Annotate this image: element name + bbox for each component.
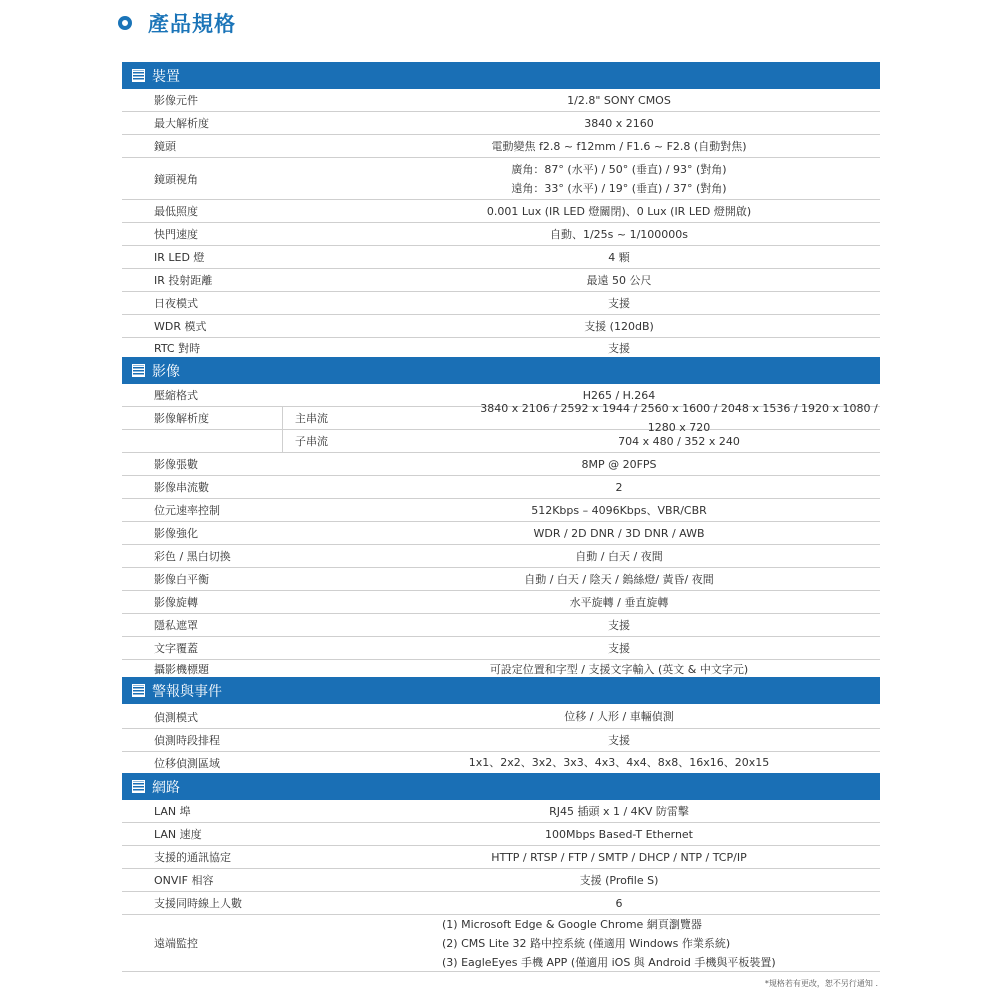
spec-label: 偵測時段排程 <box>154 734 220 747</box>
spec-value: 支援 <box>608 296 630 310</box>
section-label: 裝置 <box>152 68 180 85</box>
spec-label: IR 投射距離 <box>154 274 213 287</box>
spec-label: 影像白平衡 <box>154 573 209 586</box>
spec-value: 100Mbps Based-T Ethernet <box>544 827 693 841</box>
spec-label: ONVIF 相容 <box>154 874 214 887</box>
spec-value: 8MP @ 20FPS <box>581 457 657 471</box>
spec-row <box>122 453 880 476</box>
spec-row <box>122 499 880 522</box>
spec-row <box>122 705 880 729</box>
spec-label: 遠端監控 <box>154 937 198 950</box>
spec-row <box>122 591 880 614</box>
section-label: 網路 <box>152 779 180 796</box>
spec-row <box>122 223 880 246</box>
spec-row <box>122 476 880 499</box>
spec-value: 2 <box>615 480 623 494</box>
spec-row <box>122 89 880 112</box>
spec-label: 支援的通訊協定 <box>154 851 231 864</box>
spec-label: 最低照度 <box>154 205 198 218</box>
spec-value: (3) EagleEyes 手機 APP (僅適用 iOS 與 Android 手機與平板裝置) <box>442 955 776 969</box>
spec-row <box>122 660 880 678</box>
spec-value: 位移 / 人形 / 車輛偵測 <box>564 710 674 723</box>
spec-label: 最大解析度 <box>154 117 209 130</box>
spec-label: 快門速度 <box>154 228 198 241</box>
spec-row <box>122 614 880 637</box>
spec-label: 彩色 / 黑白切換 <box>154 550 231 563</box>
spec-value: 3840 x 2160 <box>584 116 654 130</box>
spec-row <box>122 915 880 972</box>
spec-value: 支援 <box>608 641 630 655</box>
spec-row <box>122 637 880 660</box>
spec-label: LAN 速度 <box>154 828 202 841</box>
spec-label: 影像張數 <box>154 458 198 471</box>
spec-label: LAN 埠 <box>154 805 191 818</box>
spec-label: 鏡頭 <box>154 140 176 153</box>
striped-square-icon <box>132 69 145 82</box>
spec-label: 位元速率控制 <box>154 504 220 517</box>
spec-value: 1x1、2x2、3x2、3x3、4x3、4x4、8x8、16x16、20x15 <box>468 756 770 769</box>
spec-value: 支援 <box>608 733 630 747</box>
section-header-alarm <box>122 677 880 704</box>
spec-label: 隱私遮罩 <box>154 619 198 632</box>
spec-value: HTTP / RTSP / FTP / SMTP / DHCP / NTP / TCP/IP <box>491 850 747 864</box>
spec-label: 日夜模式 <box>154 297 198 310</box>
spec-label: WDR 模式 <box>154 320 207 333</box>
striped-square-icon <box>132 780 145 793</box>
spec-row <box>122 200 880 223</box>
page-title-text: 產品規格 <box>148 12 236 36</box>
page-title <box>118 6 236 40</box>
spec-row <box>122 112 880 135</box>
spec-label: RTC 對時 <box>154 342 201 355</box>
spec-label: 鏡頭視角 <box>154 172 198 186</box>
spec-row <box>122 522 880 545</box>
spec-row <box>122 800 880 823</box>
spec-label: 支援同時線上人數 <box>154 897 242 910</box>
spec-label: 影像元件 <box>154 94 198 107</box>
spec-value: 0.001 Lux (IR LED 燈關閉)、0 Lux (IR LED 燈開啟) <box>486 204 752 218</box>
spec-label: 影像強化 <box>154 527 198 540</box>
spec-value: 6 <box>615 896 623 910</box>
circle-bullet-icon <box>118 16 132 30</box>
spec-row <box>122 269 880 292</box>
spec-row <box>122 545 880 568</box>
spec-row <box>122 292 880 315</box>
spec-label: 影像串流數 <box>154 481 209 494</box>
spec-value: WDR / 2D DNR / 3D DNR / AWB <box>533 526 705 540</box>
spec-value: 1/2.8" SONY CMOS <box>567 93 671 107</box>
spec-row <box>122 315 880 338</box>
spec-value: 512Kbps – 4096Kbps、VBR/CBR <box>531 503 707 517</box>
spec-sublabel: 主串流 <box>282 407 478 429</box>
spec-row <box>122 246 880 269</box>
spec-row <box>122 338 880 358</box>
spec-sublabel: 子串流 <box>282 430 478 452</box>
spec-value: 水平旋轉 / 垂直旋轉 <box>569 595 669 609</box>
footnote: *規格若有更改，恕不另行通知 . <box>764 979 878 988</box>
spec-value: 自動、1/25s ~ 1/100000s <box>549 227 689 241</box>
spec-row <box>122 430 880 453</box>
spec-row <box>122 402 880 434</box>
spec-row <box>122 158 880 200</box>
section-header-image <box>122 357 880 384</box>
spec-value: 遠角：33° (水平) / 19° (垂直) / 37° (對角) <box>511 181 727 195</box>
striped-square-icon <box>132 364 145 377</box>
striped-square-icon <box>132 684 145 697</box>
spec-value: 支援 (120dB) <box>584 319 654 333</box>
spec-value: RJ45 插頭 x 1 / 4KV 防雷擊 <box>549 804 689 818</box>
spec-label: 位移偵測區域 <box>154 756 220 770</box>
spec-value: 3840 x 2106 / 2592 x 1944 / 2560 x 1600 / 2048 x 1536 / 1920 x 1080 / 1280 x 720 <box>480 402 878 434</box>
spec-value: 支援 (Profile S) <box>579 873 659 887</box>
section-label: 影像 <box>152 363 180 380</box>
spec-value: H265 / H.264 <box>582 388 656 402</box>
spec-label: 壓縮格式 <box>154 389 198 402</box>
spec-value: 最遠 50 公尺 <box>586 273 652 287</box>
spec-row <box>122 568 880 591</box>
spec-value: 自動 / 白天 / 夜間 <box>575 549 663 563</box>
spec-label: 偵測模式 <box>154 710 198 724</box>
spec-row <box>122 869 880 892</box>
spec-label: 影像解析度 <box>154 412 209 425</box>
spec-value: 電動變焦 f2.8 ~ f12mm / F1.6 ~ F2.8 (自動對焦) <box>491 139 747 153</box>
spec-value: 支援 <box>608 618 630 632</box>
spec-label: IR LED 燈 <box>154 251 205 264</box>
spec-value: 自動 / 白天 / 陰天 / 鎢絲燈/ 黃昏/ 夜間 <box>524 572 714 586</box>
spec-value: 704 x 480 / 352 x 240 <box>618 434 740 448</box>
spec-value: 廣角：87° (水平) / 50° (垂直) / 93° (對角) <box>511 162 727 176</box>
spec-row <box>122 846 880 869</box>
spec-label: 文字覆蓋 <box>154 642 198 655</box>
spec-value: (2) CMS Lite 32 路中控系統 (僅適用 Windows 作業系統) <box>442 936 731 950</box>
section-header-network <box>122 773 880 800</box>
spec-row <box>122 135 880 158</box>
spec-value: 可設定位置和字型 / 支援文字輸入 (英文 & 中文字元) <box>489 662 749 676</box>
spec-row <box>122 892 880 915</box>
spec-value: 4 顆 <box>608 250 630 264</box>
section-header-device <box>122 62 880 89</box>
spec-label: 影像旋轉 <box>154 596 198 609</box>
spec-label: 攝影機標題 <box>154 663 209 676</box>
section-label: 警報與事件 <box>152 683 222 700</box>
spec-row <box>122 823 880 846</box>
spec-row <box>122 752 880 773</box>
spec-row <box>122 729 880 752</box>
spec-value: 支援 <box>608 341 630 355</box>
spec-value: (1) Microsoft Edge & Google Chrome 網頁瀏覽器 <box>442 917 702 931</box>
